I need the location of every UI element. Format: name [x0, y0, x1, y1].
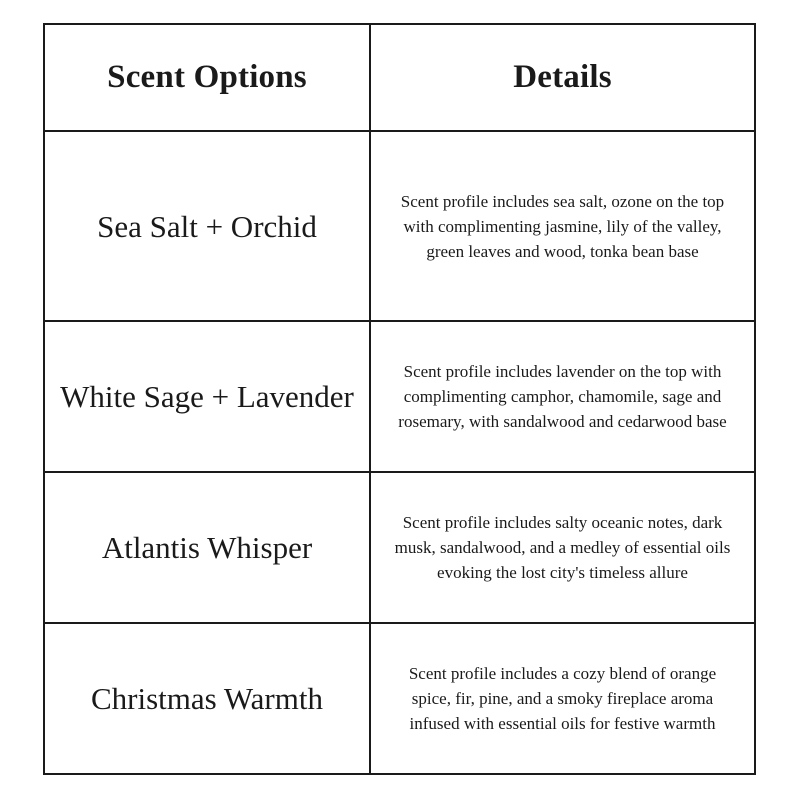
scent-details-text: Scent profile includes salty oceanic notes, dark musk, sandalwood, and a medley of essential oils evoking the lost city's timeless allure — [394, 513, 731, 582]
scent-details — [370, 321, 755, 472]
table-row — [44, 472, 755, 623]
scent-details-text: Scent profile includes a cozy blend of orange spice, fir, pine, and a smoky fireplace aroma infused with essential oils for festive warmth — [408, 664, 717, 733]
scent-name: Sea Salt + Orchid — [44, 131, 370, 321]
scent-details-text: Scent profile includes lavender on the top with complimenting camphor, chamomile, sage and rosemary, with sandalwood and cedarwood base — [398, 362, 727, 431]
table-row — [44, 131, 755, 321]
scent-name: Christmas Warmth — [44, 623, 370, 774]
scent-name: White Sage + Lavender — [44, 321, 370, 472]
scent-details — [370, 131, 755, 321]
table-row — [44, 321, 755, 472]
scent-details — [370, 472, 755, 623]
table-header-row — [44, 24, 755, 131]
header-scent-options: Scent Options — [44, 24, 370, 131]
table-row — [44, 623, 755, 774]
scent-options-table — [43, 23, 756, 775]
scent-details — [370, 623, 755, 774]
header-details: Details — [370, 24, 755, 131]
scent-details-text: Scent profile includes sea salt, ozone on the top with complimenting jasmine, lily of the valley, green leaves and wood, tonka bean base — [400, 191, 725, 261]
scent-name: Atlantis Whisper — [44, 472, 370, 623]
